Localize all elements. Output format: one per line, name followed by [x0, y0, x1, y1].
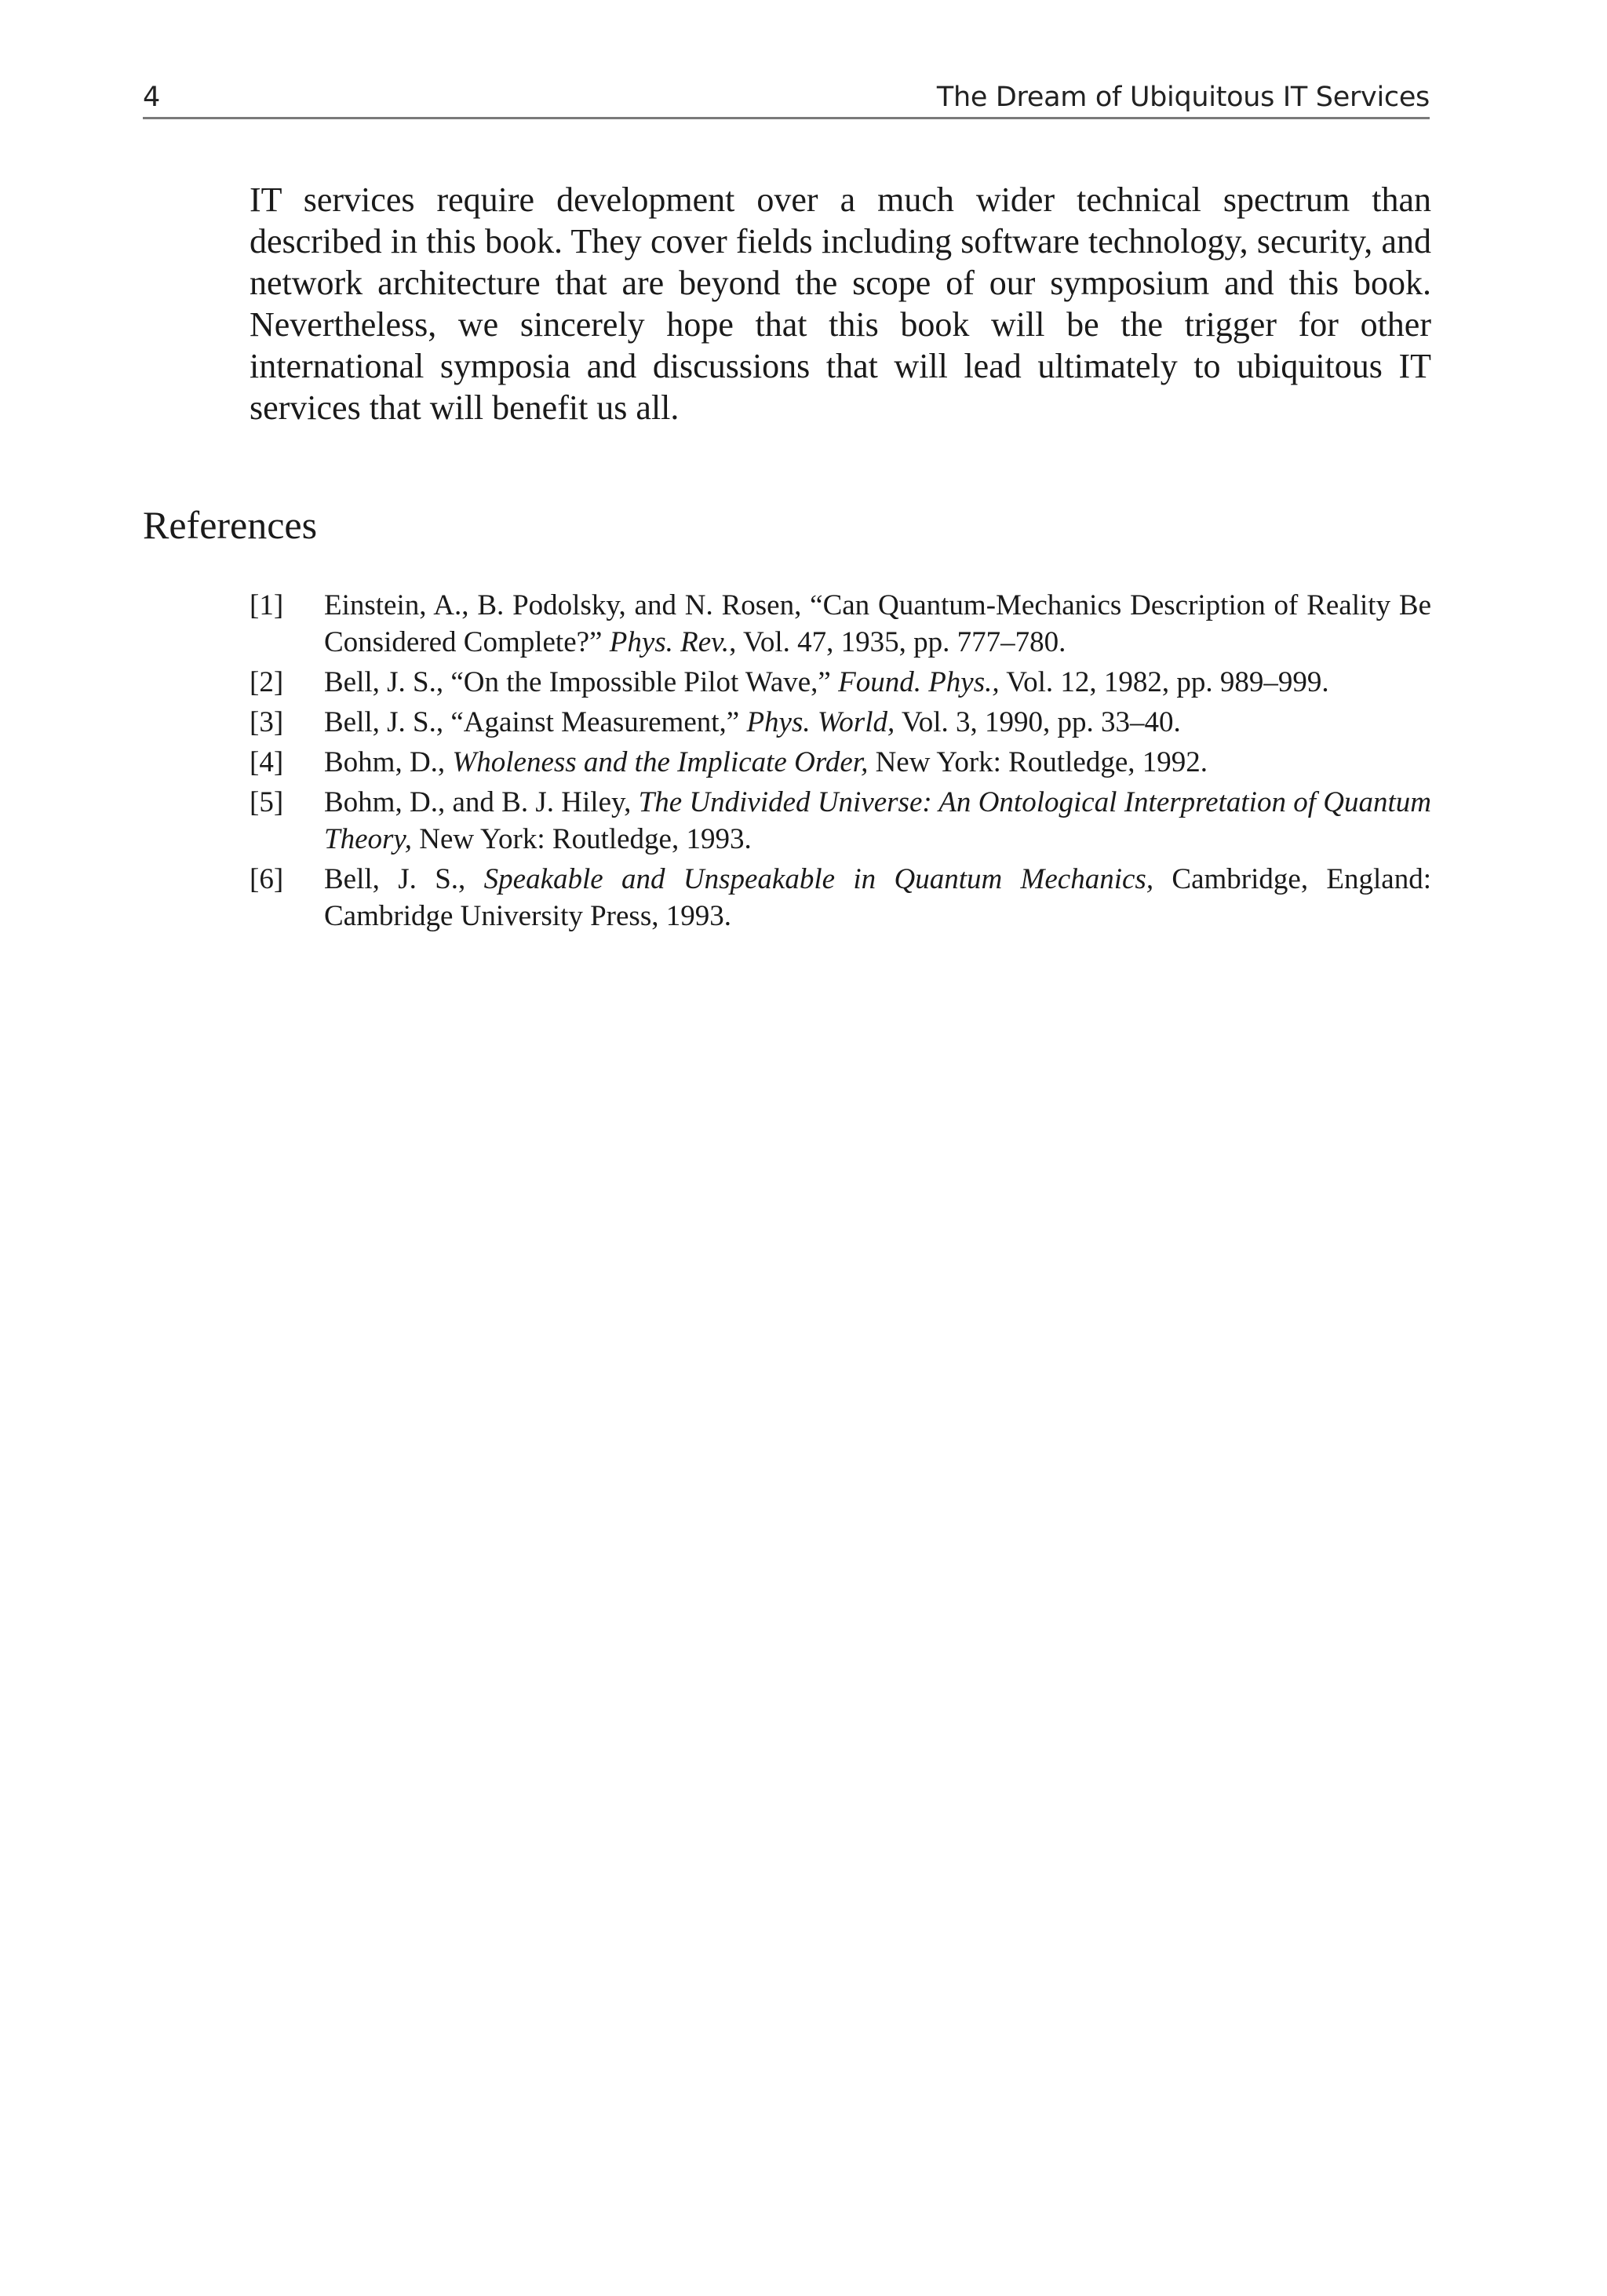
reference-italic-title: Wholeness and the Implicate Order, — [452, 746, 869, 778]
running-head — [143, 82, 1430, 119]
reference-item — [250, 587, 1431, 661]
reference-text-before: Bell, J. S., — [324, 863, 484, 895]
reference-text-after: Cambridge, England: Cambridge University Press, 1993. — [324, 863, 1431, 932]
reference-text-after: New York: Routledge, 1993. — [412, 823, 752, 855]
reference-italic-title: Phys. World, — [746, 706, 895, 738]
reference-text — [324, 861, 1431, 935]
reference-text-after: , Vol. 47, 1935, pp. 777–780. — [729, 626, 1066, 658]
references-heading: References — [143, 503, 318, 547]
reference-italic-title: The Undivided Universe: An Ontological Interpretation of Quantum Theory, — [324, 786, 1431, 855]
page-number: 4 — [143, 82, 161, 113]
reference-text-before: Einstein, A., B. Podolsky, and N. Rosen, “Can Quantum-Mechanics Description of Reality Be Considered Complete?” — [324, 589, 1431, 658]
reference-text-after: Vol. 12, 1982, pp. 989–999. — [999, 666, 1329, 698]
reference-text-after: Vol. 3, 1990, pp. 33–40. — [895, 706, 1181, 738]
reference-text — [324, 744, 1431, 781]
reference-item — [250, 664, 1431, 701]
reference-number: [4] — [250, 746, 284, 778]
reference-number: [3] — [250, 706, 284, 738]
reference-text-before: Bell, J. S., “Against Measurement,” — [324, 706, 747, 738]
reference-italic-title: Phys. Rev. — [609, 626, 730, 658]
running-title: The Dream of Ubiquitous IT Services — [936, 82, 1430, 113]
reference-item — [250, 784, 1431, 858]
reference-number: [2] — [250, 666, 284, 698]
reference-italic-title: Speakable and Unspeakable in Quantum Mechanics, — [483, 863, 1154, 895]
header-rule — [143, 117, 1430, 119]
reference-item — [250, 704, 1431, 741]
reference-number: [1] — [250, 589, 284, 621]
reference-text — [324, 784, 1431, 858]
reference-text-after: New York: Routledge, 1992. — [868, 746, 1208, 778]
reference-text-before: Bohm, D., and B. J. Hiley, — [324, 786, 639, 818]
reference-text — [324, 704, 1431, 741]
reference-italic-title: Found. Phys., — [838, 666, 1000, 698]
reference-text — [324, 664, 1431, 701]
reference-text-before: Bell, J. S., “On the Impossible Pilot Wave,” — [324, 666, 839, 698]
reference-number: [6] — [250, 863, 284, 895]
reference-text — [324, 587, 1431, 661]
reference-item — [250, 861, 1431, 935]
reference-list — [250, 587, 1431, 938]
reference-item — [250, 744, 1431, 781]
reference-text-before: Bohm, D., — [324, 746, 453, 778]
body-paragraph: IT services require development over a much wider technical spectrum than described in this book. They cover fields including software technology, security, and network architecture that are beyond the scope of our symposium and this book. Nevertheless, we sincerely hope that this book will be the trigger for other international symposia and discussions that will lead ultimately to ubiquitous IT services that will benefit us all. — [250, 180, 1431, 427]
reference-number: [5] — [250, 786, 284, 818]
